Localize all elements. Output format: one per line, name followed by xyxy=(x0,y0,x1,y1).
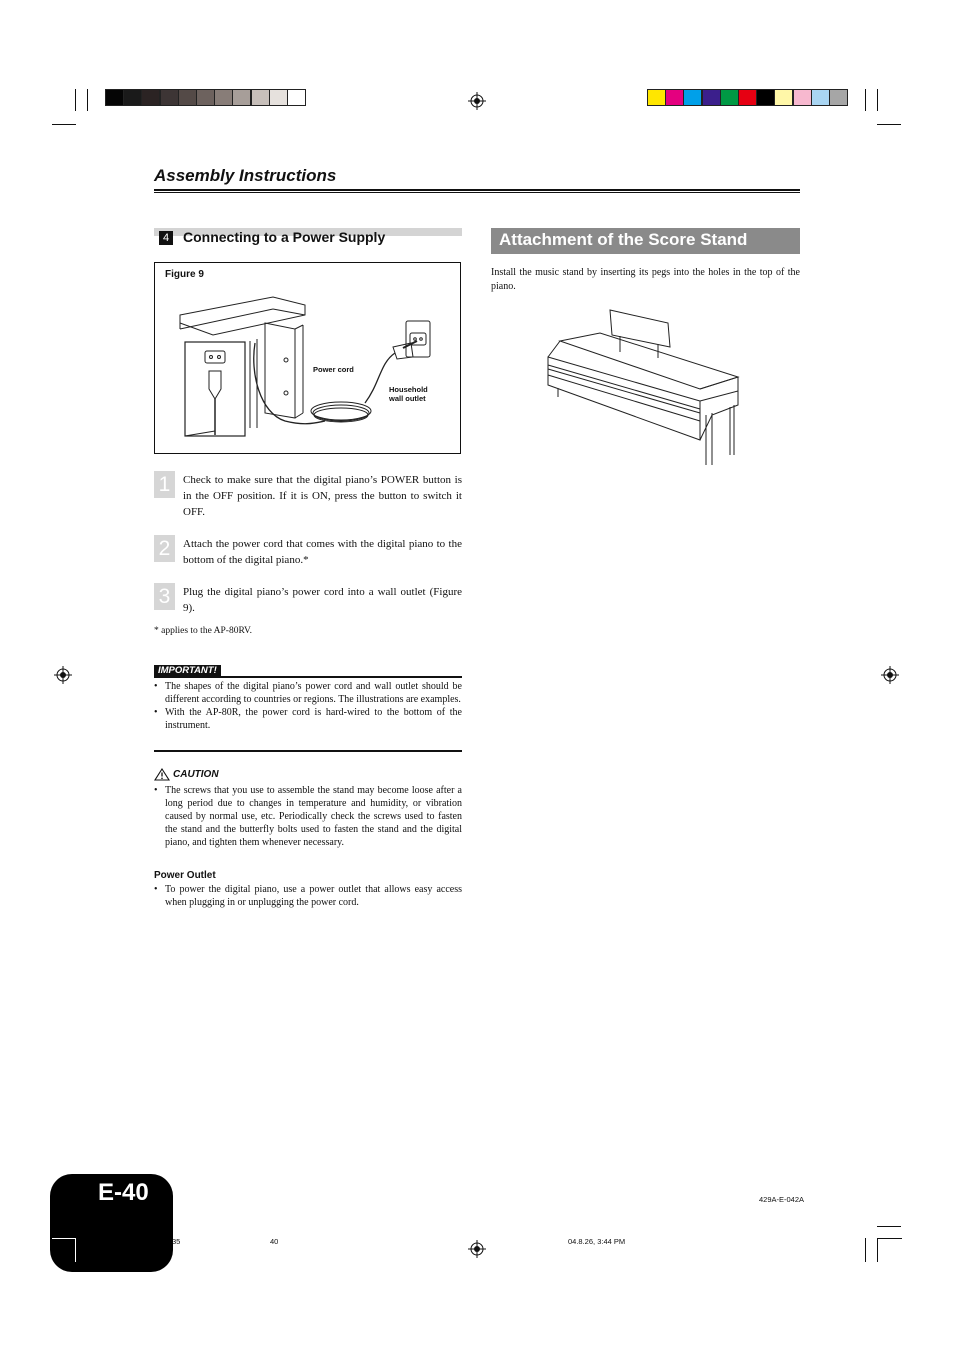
score-stand-heading: Attachment of the Score Stand xyxy=(499,230,748,249)
step-number: 2 xyxy=(154,535,175,562)
outlet-label-line-2: wall outlet xyxy=(389,394,426,403)
color-swatch xyxy=(738,89,757,106)
slug-page: 40 xyxy=(270,1237,279,1246)
gray-swatch xyxy=(123,89,142,106)
document-code: 429A-E-042A xyxy=(759,1195,805,1204)
color-swatch xyxy=(665,89,684,106)
gray-swatch xyxy=(160,89,179,106)
gray-swatch xyxy=(287,89,306,106)
caution-label: CAUTION xyxy=(173,769,219,780)
color-swatch xyxy=(720,89,739,106)
important-label: IMPORTANT! xyxy=(154,665,221,676)
list-item: • The screws that you use to assemble the stand may become loose after a long period due to changes in temperature and humidity, or vibration caused by normal use, etc. Periodically check the screws used to fasten the stand and the butterfly bolts used to fasten the stand and the digital piano, and tighten them whenever necessary. xyxy=(154,784,462,849)
color-swatch xyxy=(702,89,721,106)
power-outlet-heading: Power Outlet xyxy=(154,870,216,881)
list-item: • The shapes of the digital piano’s power cord and wall outlet should be different according to countries or regions. The illustrations are examples. xyxy=(154,680,462,706)
gray-swatch xyxy=(232,89,251,106)
outlet-label-line-1: Household xyxy=(389,385,428,394)
subheading-title: Connecting to a Power Supply xyxy=(183,229,386,245)
color-swatch xyxy=(811,89,830,106)
gray-swatch xyxy=(105,89,124,106)
crop-mark xyxy=(877,1238,878,1262)
step-text: Plug the digital piano’s power cord into a wall outlet (Figure 9). xyxy=(183,586,462,614)
step-number: 3 xyxy=(154,583,175,610)
gray-swatch xyxy=(251,89,270,106)
figure-label: Figure 9 xyxy=(165,269,204,280)
score-stand-text: Install the music stand by inserting its pegs into the holes in the top of the piano. xyxy=(491,267,800,292)
power-outlet-list xyxy=(154,883,462,909)
list-item: • To power the digital piano, use a power outlet that allows easy access when plugging in or unplugging the power cord. xyxy=(154,883,462,909)
color-swatch xyxy=(756,89,775,106)
section-title: Assembly Instructions xyxy=(154,166,337,185)
color-swatch xyxy=(793,89,812,106)
crop-mark xyxy=(75,1238,76,1262)
gray-swatch xyxy=(196,89,215,106)
list-item: • With the AP-80R, the power cord is hard-wired to the bottom of the instrument. xyxy=(154,706,462,732)
color-swatch xyxy=(774,89,793,106)
caution-list xyxy=(154,784,462,849)
registration-mark-icon xyxy=(881,666,899,684)
color-swatch xyxy=(683,89,702,106)
step-number: 1 xyxy=(154,471,175,498)
important-list xyxy=(154,680,462,732)
gray-swatch xyxy=(269,89,288,106)
crop-mark xyxy=(877,1226,901,1227)
crop-mark xyxy=(52,124,76,125)
color-swatch xyxy=(647,89,666,106)
gray-swatch xyxy=(141,89,160,106)
slug-number: 35 xyxy=(172,1237,181,1246)
color-swatch xyxy=(829,89,848,106)
crop-mark xyxy=(87,89,88,111)
crop-mark xyxy=(865,89,866,111)
registration-mark-icon xyxy=(468,92,486,110)
important-rule xyxy=(154,676,462,678)
crop-mark xyxy=(52,1238,76,1239)
power-connection-illustration xyxy=(155,263,460,453)
important-rule xyxy=(154,750,462,752)
gray-swatch xyxy=(178,89,197,106)
warning-triangle-icon xyxy=(154,768,170,781)
title-rule xyxy=(154,189,800,191)
crop-mark xyxy=(75,89,76,111)
crop-mark xyxy=(877,124,901,125)
title-rule xyxy=(154,192,800,193)
step-text: Attach the power cord that comes with the digital piano to the bottom of the digital piano.* xyxy=(183,538,462,566)
crop-mark xyxy=(865,1238,866,1262)
crop-mark xyxy=(877,89,878,111)
subheading-number: 4 xyxy=(159,231,173,245)
gray-swatch xyxy=(214,89,233,106)
registration-mark-icon xyxy=(54,666,72,684)
footnote: * applies to the AP-80RV. xyxy=(154,626,253,636)
registration-mark-icon xyxy=(468,1240,486,1258)
power-cord-label: Power cord xyxy=(313,365,354,374)
slug-date: 04.8.26, 3:44 PM xyxy=(568,1237,626,1246)
piano-score-stand-illustration xyxy=(540,305,745,470)
crop-mark xyxy=(878,1238,902,1239)
page-number: E-40 xyxy=(98,1179,149,1206)
step-text: Check to make sure that the digital piano’s POWER button is in the OFF position. If it is ON, press the button to switch it OFF. xyxy=(183,474,462,518)
